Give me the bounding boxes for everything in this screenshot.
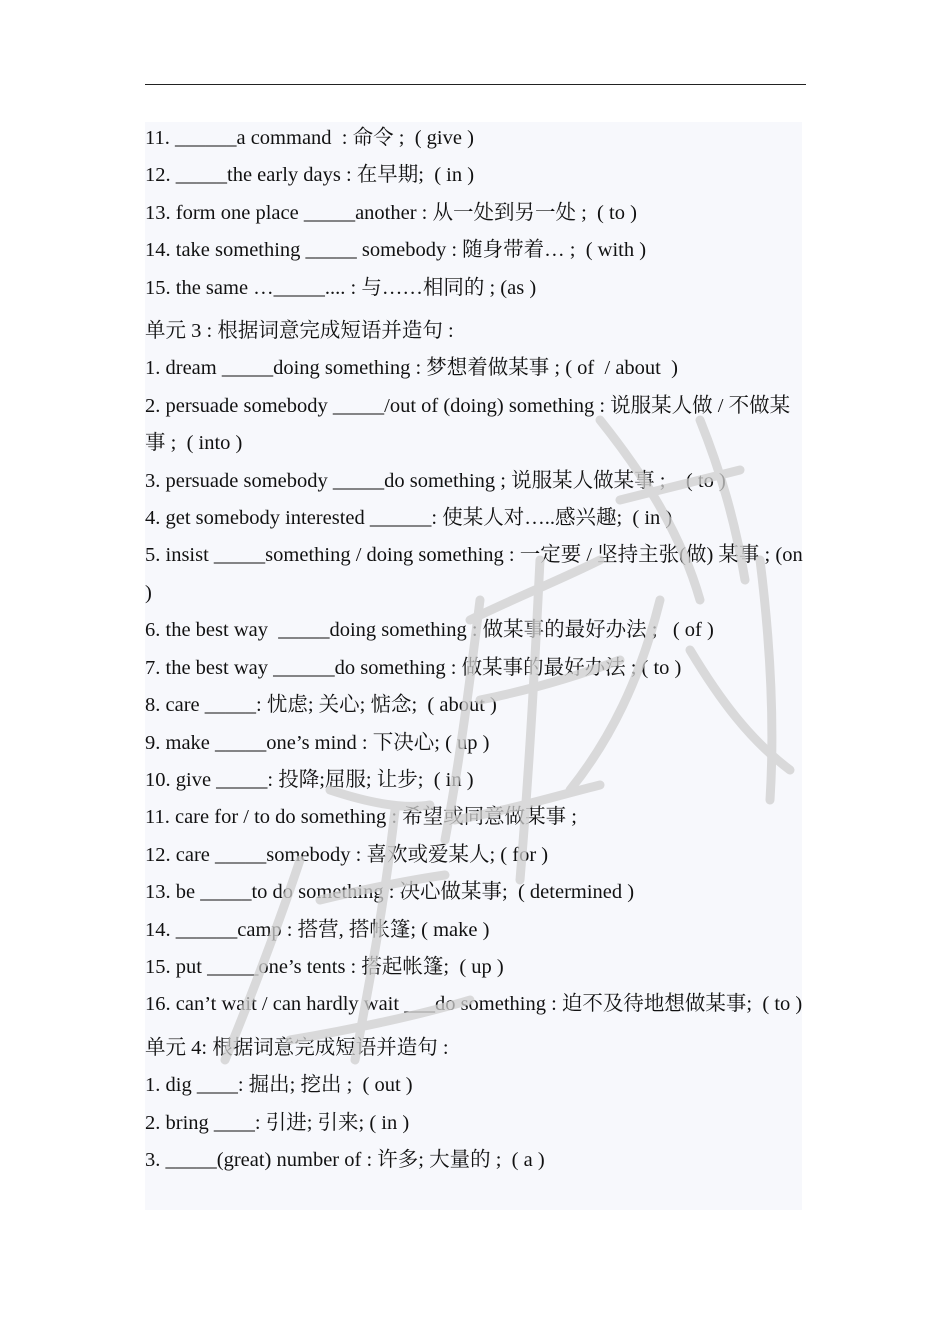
phrase-line: 11. ______a command : 命令 ; ( give ) xyxy=(145,127,474,149)
phrase-line: 3. persuade somebody _____do something ; 说服某人做某事 ; ( to ) xyxy=(145,469,726,492)
phrase-line: 7. the best way ______do something : 做某事的最好办法 ; ( to ) xyxy=(145,656,682,679)
phrase-line: 16. can’t wait / can hardly wait ___do something : 迫不及待地想做某事; ( to ) xyxy=(145,993,803,1016)
phrase-line: 1. dig ____: 掘出; 挖出 ; ( out ) xyxy=(145,1074,413,1097)
phrase-line: 1. dream _____doing something : 梦想着做某事 ; ( of / about ) xyxy=(145,357,678,380)
phrase-line: 9. make _____one’s mind : 下决心; ( up ) xyxy=(145,731,490,754)
phrase-line: 8. care _____: 忧虑; 关心; 惦念; ( about ) xyxy=(145,694,497,717)
phrase-line: 13. form one place _____another : 从一处到另一处 ; ( to ) xyxy=(145,201,637,224)
phrase-line: 5. insist _____something / doing something : 一定要 / 坚持主张(做) 某事 ; (on ) xyxy=(145,544,808,604)
phrase-line: 2. persuade somebody _____/out of (doing) something : 说服某人做 / 不做某事 ; ( into ) xyxy=(145,394,791,455)
phrase-line: 3. _____(great) number of : 许多; 大量的 ; ( a ) xyxy=(145,1148,545,1171)
phrase-line: 4. get somebody interested ______: 使某人对…..感兴趣; ( in ) xyxy=(145,507,673,530)
phrase-line: 15. put _____one’s tents : 搭起帐篷; ( up ) xyxy=(145,955,504,978)
phrase-line: 11. care for / to do something : 希望或同意做某事 ; xyxy=(145,806,577,829)
phrase-line: 2. bring ____: 引进; 引来; ( in ) xyxy=(145,1111,410,1134)
phrase-line: 12. _____the early days : 在早期; ( in ) xyxy=(145,164,475,187)
phrase-line: 13. be _____to do something : 决心做某事; ( determined ) xyxy=(145,881,635,904)
phrase-line: 12. care _____somebody : 喜欢或爱某人; ( for ) xyxy=(145,843,549,866)
phrase-line: 6. the best way _____doing something : 做某事的最好办法 ; ( of ) xyxy=(145,619,714,642)
phrase-line: 10. give _____: 投降;屈服; 让步; ( in ) xyxy=(145,768,474,791)
unit-4-heading: 单元 4: 根据词意完成短语并造句 : xyxy=(145,1036,449,1059)
phrase-line: 15. the same …_____.... : 与……相同的 ; (as ) xyxy=(145,276,537,299)
phrase-line: 14. take something _____ somebody : 随身带着… ; ( with ) xyxy=(145,239,647,262)
header-rule xyxy=(145,84,806,85)
document-body xyxy=(145,120,809,1179)
unit-3-heading: 单元 3 : 根据词意完成短语并造句 : xyxy=(145,320,454,343)
phrase-line: 14. ______camp : 搭营, 搭帐篷; ( make ) xyxy=(145,918,490,941)
